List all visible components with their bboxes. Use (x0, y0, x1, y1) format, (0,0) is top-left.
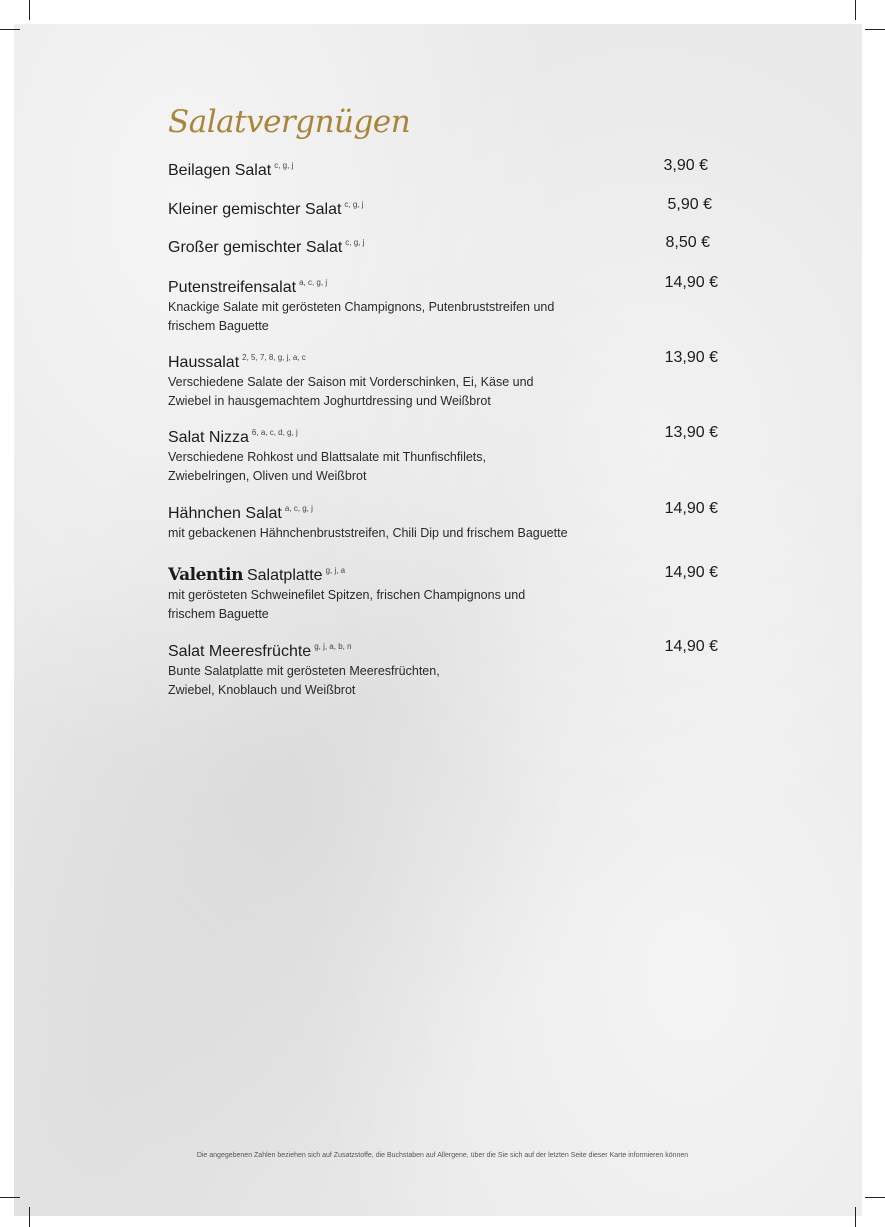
item-description: Bunte Salatplatte mit gerösteten Meeresfrüchten, Zwiebel, Knoblauch und Weißbrot (168, 664, 440, 697)
allergen-codes: c, g, j (344, 200, 364, 209)
allergen-footnote: Die angegebenen Zahlen beziehen sich auf Zusatzstoffe, die Buchstaben auf Allergene, über die Sie sich auf der letzten Seite dieser Karte informieren können (196, 1152, 689, 1159)
item-price: 14,90 € (664, 274, 718, 291)
item-name-row (168, 156, 718, 181)
crop-mark (29, 0, 30, 20)
item-name-row (168, 637, 718, 662)
allergen-codes: c, g, j (345, 238, 365, 247)
item-price: 3,90 € (663, 157, 708, 174)
menu-item (168, 348, 718, 411)
item-price: 14,90 € (664, 638, 718, 655)
item-name: Salatplatte (246, 567, 323, 584)
item-name-row (168, 195, 718, 220)
item-price: 5,90 € (667, 196, 712, 213)
item-name: Salat Nizza (168, 429, 249, 446)
menu-item (168, 423, 718, 486)
menu-item (168, 233, 718, 258)
menu-item (168, 499, 718, 543)
allergen-codes: a, c, g, j (299, 278, 328, 287)
crop-mark (865, 1197, 885, 1198)
crop-mark (855, 1207, 856, 1227)
item-price: 13,90 € (664, 349, 718, 366)
menu-item (168, 273, 718, 336)
allergen-codes: a, c, g, j (284, 504, 313, 513)
item-name-row (168, 423, 718, 448)
item-description: mit gebackenen Hähnchenbruststreifen, Chili Dip und frischem Baguette (168, 526, 568, 540)
section-title: Salatvergnügen (168, 104, 411, 140)
item-price: 8,50 € (665, 234, 710, 251)
item-description: mit gerösteten Schweinefilet Spitzen, frischen Champignons und frischem Baguette (168, 588, 526, 621)
allergen-codes: 2, 5, 7, 8, g, j, a, c (242, 353, 306, 362)
item-name: Salat Meeresfrüchte (168, 643, 312, 660)
item-name-row (168, 273, 718, 298)
allergen-codes: 6, a, c, d, g, j (251, 428, 298, 437)
menu-item (168, 156, 718, 181)
item-name-row (168, 561, 718, 586)
item-price: 14,90 € (664, 564, 718, 581)
item-name: Haussalat (168, 354, 240, 371)
item-price: 14,90 € (664, 500, 718, 517)
allergen-codes: c, g, j (274, 161, 294, 170)
item-name: Beilagen Salat (168, 162, 272, 179)
menu-item (168, 195, 718, 220)
item-name: Hähnchen Salat (168, 505, 282, 522)
item-name: Großer gemischter Salat (168, 239, 343, 256)
item-price: 13,90 € (664, 424, 718, 441)
item-description: Verschiedene Rohkost und Blattsalate mit Thunfischfilets, Zwiebelringen, Oliven und Weißbrot (168, 450, 486, 483)
crop-mark (855, 0, 856, 20)
crop-mark (0, 29, 20, 30)
menu-item (168, 561, 718, 624)
crop-mark (0, 1197, 20, 1198)
crop-mark (865, 29, 885, 30)
item-name-row (168, 499, 718, 524)
item-name-row (168, 233, 718, 258)
item-name-row (168, 348, 718, 373)
menu-item (168, 637, 718, 700)
crop-mark (29, 1207, 30, 1227)
allergen-codes: g, j, a (325, 566, 346, 575)
valentin-logo: Valentin (168, 565, 243, 585)
item-description: Knackige Salate mit gerösteten Champignons, Putenbruststreifen und frischem Baguette (168, 300, 555, 333)
item-name: Putenstreifensalat (168, 279, 297, 296)
item-description: Verschiedene Salate der Saison mit Vorderschinken, Ei, Käse und Zwiebel in hausgemachtem Joghurtdressing und Weißbrot (168, 375, 534, 408)
allergen-codes: g, j, a, b, n (314, 642, 352, 651)
item-name: Kleiner gemischter Salat (168, 201, 342, 218)
